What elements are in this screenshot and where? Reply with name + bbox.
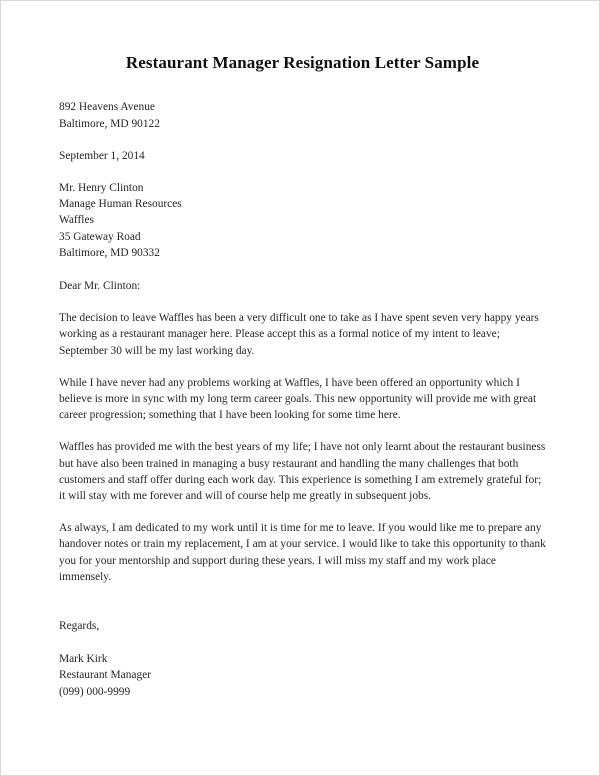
closing-salutation: Regards, <box>59 620 100 633</box>
recipient-address-line: Manage Human Resources <box>59 198 182 211</box>
recipient-address-line: Mr. Henry Clinton <box>59 182 144 194</box>
letter-body <box>59 1 546 700</box>
letter-date <box>59 148 546 164</box>
body-paragraph: As always, I am dedicated to my work until it is time for me to leave. If you would like me to prepare any handover notes or train my replacement, I am at your service. I would like to take this opportunity to thank you for your mentorship and support during these years. I will miss my staff and my work place immensely. <box>59 522 546 583</box>
signature-name: Mark Kirk <box>59 653 108 666</box>
sender-address <box>59 99 546 131</box>
page-title: Restaurant Manager Resignation Letter Sample <box>125 53 480 72</box>
recipient-address <box>59 180 546 261</box>
body-paragraph: The decision to leave Waffles has been a very difficult one to take as I have spent seven very happy years working as a restaurant manager here. Please accept this as a formal notice of my intent to leave; September 30 will be my last working day. <box>59 312 539 357</box>
body-paragraph: While I have never had any problems working at Waffles, I have been offered an opportunity which I believe is more in sync with my long term career goals. This new opportunity will provide me with great career progression; something that I have been looking for some time here. <box>59 376 537 422</box>
recipient-address-line: Waffles <box>59 214 94 227</box>
recipient-address-line: 35 Gateway Road <box>59 230 141 243</box>
sender-address-line: 892 Heavens Avenue <box>59 101 155 114</box>
letter-date-value: September 1, 2014 <box>59 149 145 162</box>
recipient-address-line: Baltimore, MD 90332 <box>59 246 160 259</box>
signature-title: Restaurant Manager <box>59 669 152 682</box>
sender-address-line: Baltimore, MD 90122 <box>59 117 160 130</box>
signature-block <box>59 651 546 700</box>
salutation: Dear Mr. Clinton: <box>59 280 141 293</box>
body-paragraph: Waffles has provided me with the best years of my life; I have not only learnt about the restaurant business but have also been trained in managing a busy restaurant and handling the many challenges that both customers and staff offer during each work day. This experience is something I am extremely grateful for; it will stay with me forever and will of course help me greatly in subsequent jobs. <box>59 441 546 503</box>
signature-phone: (099) 000-9999 <box>59 685 131 698</box>
